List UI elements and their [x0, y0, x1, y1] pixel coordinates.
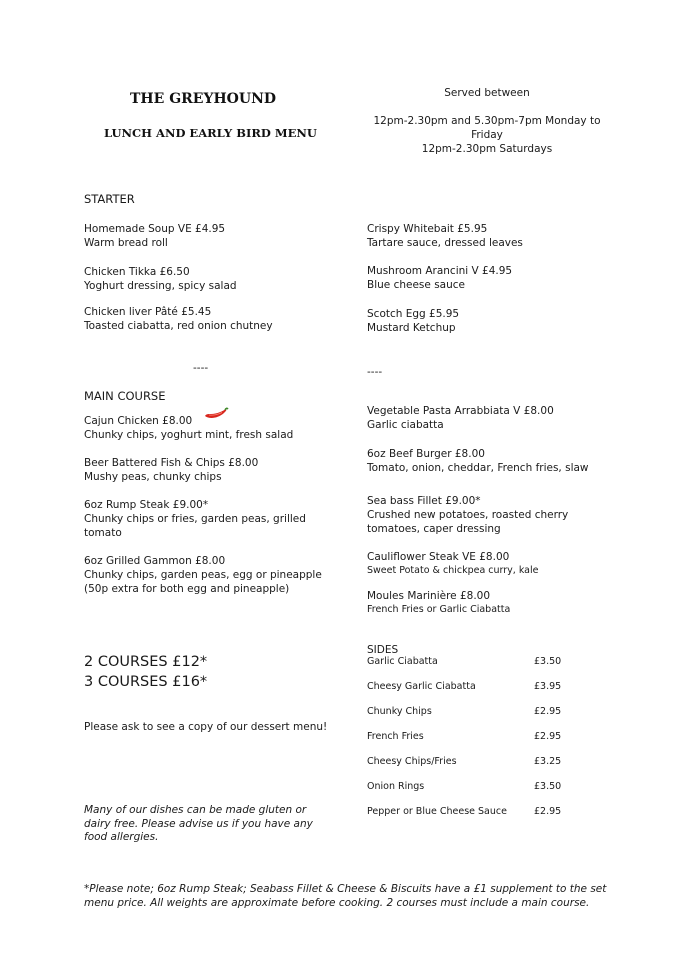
- served-saturday: 12pm-2.30pm Saturdays: [421, 143, 553, 155]
- side-name: Onion Rings: [367, 781, 425, 792]
- dish-name: Cauliflower Steak VE £8.00: [367, 551, 510, 563]
- menu-title: THE GREYHOUND: [130, 91, 277, 107]
- dish-desc: Blue cheese sauce: [367, 279, 465, 291]
- dish-desc: Toasted ciabatta, red onion chutney: [84, 320, 273, 332]
- dish-name: Chicken Tikka £6.50: [84, 266, 190, 278]
- dish-desc: Mustard Ketchup: [367, 322, 456, 334]
- dish-name: Homemade Soup VE £4.95: [84, 223, 226, 235]
- main-item: [84, 456, 344, 484]
- side-item: [367, 731, 567, 756]
- dish-name: 6oz Grilled Gammon £8.00: [84, 555, 226, 567]
- dish-name: Beer Battered Fish & Chips £8.00: [84, 457, 259, 469]
- side-price: £2.95: [534, 706, 562, 717]
- dish-name: Vegetable Pasta Arrabbiata V £8.00: [367, 405, 554, 417]
- dish-name: Crispy Whitebait £5.95: [367, 223, 488, 235]
- dish-name: Mushroom Arancini V £4.95: [367, 265, 513, 277]
- side-item: [367, 781, 567, 806]
- dish-desc: Chunky chips, yoghurt mint, fresh salad: [84, 429, 294, 441]
- dish-desc: Garlic ciabatta: [367, 419, 444, 431]
- separator: ----: [193, 362, 209, 374]
- side-price: £2.95: [534, 806, 562, 817]
- side-name: Chunky Chips: [367, 706, 432, 717]
- side-item: [367, 681, 567, 706]
- main-item: [84, 498, 324, 540]
- sides-list: [367, 656, 567, 831]
- side-name: Cheesy Chips/Fries: [367, 756, 457, 767]
- starter-item: [367, 307, 647, 335]
- side-price: £3.25: [534, 756, 562, 767]
- dish-name: Cajun Chicken £8.00: [84, 415, 193, 427]
- dish-desc: Warm bread roll: [84, 237, 168, 249]
- main-item: [367, 447, 647, 475]
- menu-subtitle: LUNCH AND EARLY BIRD MENU: [104, 126, 317, 140]
- dish-name: Sea bass Fillet £9.00*: [367, 495, 481, 507]
- main-item: [367, 404, 647, 432]
- side-item: [367, 806, 567, 831]
- side-name: Garlic Ciabatta: [367, 656, 438, 667]
- starter-item: [84, 265, 344, 293]
- starter-item: [367, 222, 647, 250]
- side-price: £3.50: [534, 781, 562, 792]
- side-name: Pepper or Blue Cheese Sauce: [367, 806, 507, 817]
- main-course-heading: MAIN COURSE: [84, 389, 166, 403]
- dish-desc: Chunky chips, garden peas, egg or pineapple (50p extra for both egg and pineapple): [84, 569, 322, 595]
- two-courses-price: 2 COURSES £12*: [84, 654, 208, 670]
- dish-desc: French Fries or Garlic Ciabatta: [367, 604, 511, 615]
- dish-desc: Tomato, onion, cheddar, French fries, slaw: [367, 462, 589, 474]
- side-price: £3.95: [534, 681, 562, 692]
- chili-pepper-icon: [203, 407, 229, 421]
- dish-name: Chicken liver Pâté £5.45: [84, 306, 212, 318]
- dish-desc: Chunky chips or fries, garden peas, grilled tomato: [84, 513, 306, 539]
- dish-desc: Crushed new potatoes, roasted cherry tomatoes, caper dressing: [367, 509, 569, 535]
- side-price: £2.95: [534, 731, 562, 742]
- dish-name: 6oz Beef Burger £8.00: [367, 448, 485, 460]
- dish-desc: Yoghurt dressing, spicy salad: [84, 280, 237, 292]
- dish-desc: Sweet Potato & chickpea curry, kale: [367, 565, 539, 576]
- starter-item: [84, 305, 344, 333]
- dish-name: Scotch Egg £5.95: [367, 308, 460, 320]
- served-heading: Served between: [444, 87, 530, 99]
- main-item: [367, 494, 587, 536]
- side-item: [367, 756, 567, 781]
- served-hours: [367, 86, 607, 156]
- three-courses-price: 3 COURSES £16*: [84, 674, 208, 690]
- side-item: [367, 656, 567, 681]
- side-name: Cheesy Garlic Ciabatta: [367, 681, 476, 692]
- footer-note: *Please note; 6oz Rump Steak; Seabass Fillet & Cheese & Biscuits have a £1 supplement to the set menu price. All weights are approximate before cooking. 2 courses must include a main course.: [84, 883, 607, 909]
- side-item: [367, 706, 567, 731]
- dish-name: 6oz Rump Steak £9.00*: [84, 499, 209, 511]
- dish-desc: Tartare sauce, dressed leaves: [367, 237, 523, 249]
- dessert-note: Please ask to see a copy of our dessert menu!: [84, 721, 328, 733]
- served-times: 12pm-2.30pm and 5.30pm-7pm Monday to Friday: [373, 115, 601, 141]
- main-item: [367, 550, 647, 578]
- starter-item: [367, 264, 647, 292]
- starter-item: [84, 222, 344, 250]
- side-price: £3.50: [534, 656, 562, 667]
- allergy-note: Many of our dishes can be made gluten or dairy free. Please advise us if you have any food allergies.: [84, 804, 313, 843]
- dish-name: Moules Marinière £8.00: [367, 590, 491, 602]
- main-item: [84, 554, 334, 596]
- dish-desc: Mushy peas, chunky chips: [84, 471, 222, 483]
- separator: ----: [367, 366, 383, 378]
- main-item: [367, 589, 647, 617]
- sides-heading: SIDES: [367, 644, 399, 656]
- starter-heading: STARTER: [84, 192, 135, 206]
- side-name: French Fries: [367, 731, 424, 742]
